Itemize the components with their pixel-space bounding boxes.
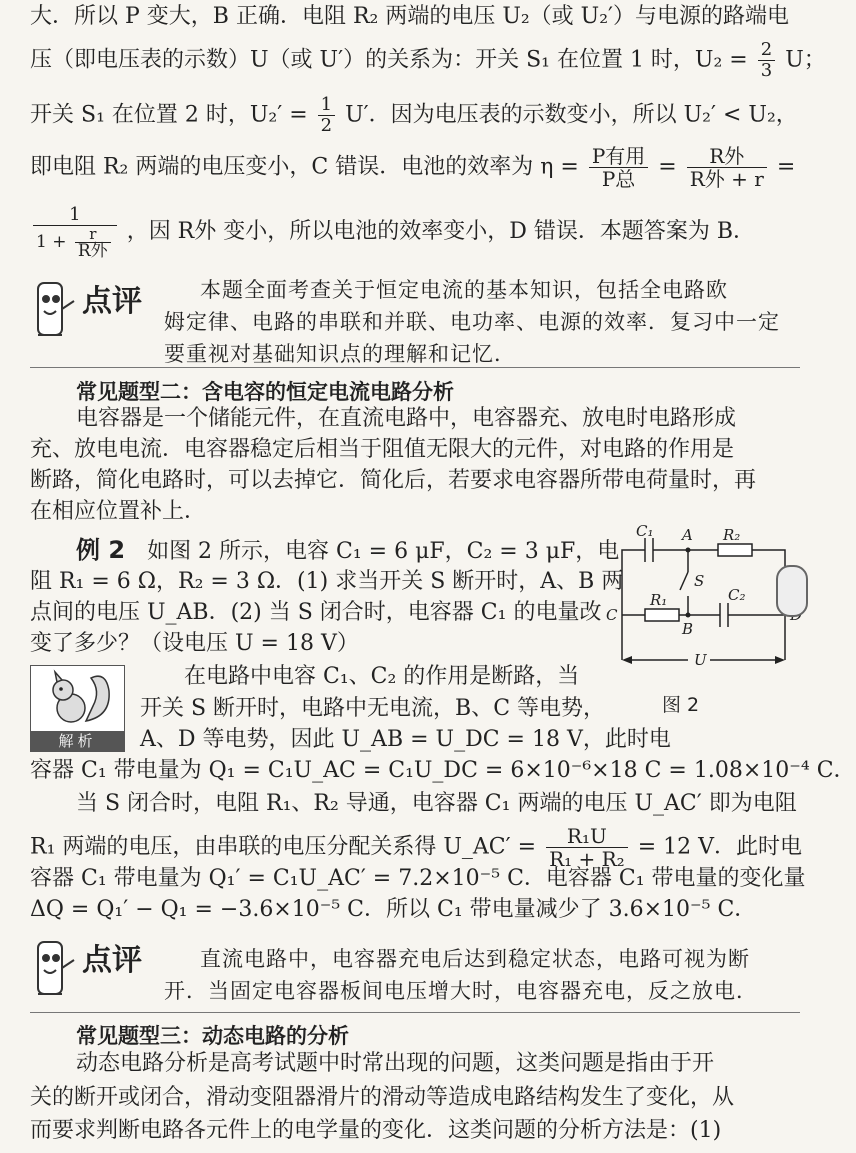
fraction <box>589 145 648 190</box>
text-line: 关的断开或闭合，滑动变阻器滑片的滑动等造成电路结构发生了变化，从 <box>30 1085 735 1110</box>
pencil-mascot-icon <box>30 275 160 347</box>
section-heading: 常见题型二：含电容的恒定电流电路分析 <box>76 380 454 404</box>
label-a: A <box>682 526 693 544</box>
numerator: 2 <box>758 40 775 61</box>
text-line: 动态电路分析是高考试题中时常出现的问题，这类问题是指由于开 <box>76 1051 715 1076</box>
denominator <box>33 226 117 259</box>
text-segment: 如图 2 所示，电容 C₁ = 6 μF，C₂ = 3 μF，电 <box>147 539 620 564</box>
text-line: 在电路中电容 C₁、C₂ 的作用是断路，当 <box>184 664 580 689</box>
numerator: r <box>75 226 111 243</box>
label-c1: C₁ <box>636 522 654 540</box>
text-line <box>30 145 795 190</box>
circuit-diagram <box>600 520 800 675</box>
text-segment: = 12 V．此时电 <box>637 834 802 860</box>
text-segment: 开关 S₁ 在位置 2 时，U₂′ = <box>30 102 308 128</box>
text-line: 开关 S 断开时，电路中无电流，B、C 等电势， <box>140 696 606 721</box>
comment-box <box>30 265 800 368</box>
comment-text: 本题全面考查关于恒定电流的基本知识，包括全电路欧 <box>200 278 728 302</box>
label-r1: R₁ <box>650 591 668 609</box>
denominator: R外 + r <box>689 167 764 191</box>
text-line: 当 S 闭合时，电阻 R₁、R₂ 导通，电容器 C₁ 两端的电压 U_AC′ 即为电阻 <box>76 791 797 816</box>
text-line: 阻 R₁ = 6 Ω，R₂ = 3 Ω．(1) 求当开关 S 断开时，A、B 两 <box>30 569 624 594</box>
label-c2: C₂ <box>728 586 746 604</box>
text-line: 电容器是一个储能元件，在直流电路中，电容器充、放电时电路形成 <box>76 406 737 431</box>
analysis-badge-label: 解析 <box>31 731 124 751</box>
numerator: 1 <box>318 95 335 116</box>
fraction <box>758 40 775 81</box>
squirrel-icon <box>31 666 124 730</box>
text-line: 变了多少？（设电压 U = 18 V） <box>30 631 359 656</box>
denominator: R外 <box>77 241 108 261</box>
denominator: R₁ + R₂ <box>549 847 625 871</box>
text-line <box>30 40 826 81</box>
label-r2: R₂ <box>723 526 741 544</box>
label-u: U <box>694 651 707 669</box>
comment-text: 姆定律、电路的串联和并联、电功率、电源的效率．复习中一定 <box>164 310 780 334</box>
text-line: 充、放电电流．电容器稳定后相当于阻值无限大的元件，对电路的作用是 <box>30 437 735 462</box>
section-heading: 常见题型三：动态电路的分析 <box>76 1024 349 1048</box>
comment-badge-char-1: 点评 <box>82 284 142 319</box>
numerator: R外 <box>687 145 767 168</box>
fraction <box>75 226 111 259</box>
text-line: A、D 等电势，因此 U_AB = U_DC = 18 V，此时电 <box>140 727 671 752</box>
comment-box <box>30 930 800 1013</box>
text-line: 容器 C₁ 带电量为 Q₁ = C₁U_AC = C₁U_DC = 6×10⁻⁶×18 C = 1.08×10⁻⁴ C． <box>30 758 856 783</box>
pencil-mascot-icon <box>30 934 160 1006</box>
text-line <box>30 95 798 136</box>
text-segment: U′．因为电压表的示数变小，所以 U₂′ < U₂， <box>345 102 798 128</box>
figure-caption: 图 2 <box>662 694 700 716</box>
text-segment: 压（即电压表的示数）U（或 U′）的关系为：开关 S₁ 在位置 1 时，U₂ = <box>30 47 748 73</box>
comment-text: 要重视对基础知识点的理解和记忆． <box>164 342 516 366</box>
numerator: R₁U <box>546 825 628 848</box>
text-line: 断路，简化电路时，可以去掉它．简化后，若要求电容器所带电荷量时，再 <box>30 468 757 493</box>
text-line: 而要求判断电路各元件上的电学量的变化．这类问题的分析方法是：(1) <box>30 1118 722 1143</box>
fraction <box>318 95 335 136</box>
example-label: 例 2 <box>76 536 126 564</box>
comment-text: 直流电路中，电容器充电后达到稳定状态，电路可视为断 <box>200 947 750 971</box>
text-segment: 1 + <box>36 232 67 252</box>
numerator: P有用 <box>589 145 648 168</box>
label-c: C <box>606 606 618 624</box>
text-segment: = <box>658 154 677 180</box>
comment-text: 开．当固定电容器板间电压增大时，电容器充电，反之放电． <box>164 979 758 1003</box>
comment-badge-char-1: 点评 <box>82 943 142 978</box>
text-line: 大．所以 P 变大，B 正确．电阻 R₂ 两端的电压 U₂（或 U₂′）与电源的路端电 <box>30 4 790 29</box>
denominator: 3 <box>760 60 773 81</box>
fraction <box>687 145 767 190</box>
text-line <box>76 535 619 567</box>
text-segment: R₁ 两端的电压，由串联的电压分配关系得 U_AC′ = <box>30 834 537 860</box>
numerator: 1 <box>33 205 117 226</box>
text-segment: ，因 R外 变小，所以电池的效率变小，D 错误．本题答案为 B． <box>126 219 756 244</box>
text-segment: U； <box>785 47 826 73</box>
text-line: 点间的电压 U_AB．(2) 当 S 闭合时，电容器 C₁ 的电量改 <box>30 600 602 625</box>
text-line: ΔQ = Q₁′ − Q₁ = −3.6×10⁻⁵ C．所以 C₁ 带电量减少了 3.6×10⁻⁵ C． <box>30 897 757 922</box>
continued-fraction <box>33 205 117 259</box>
text-line: 容器 C₁ 带电量为 Q₁′ = C₁U_AC′ = 7.2×10⁻⁵ C．电容器 C₁ 带电量的变化量 <box>30 866 806 891</box>
denominator: P总 <box>601 167 636 191</box>
text-segment: = <box>776 154 796 180</box>
denominator: 2 <box>320 115 333 136</box>
text-line: 在相应位置补上． <box>30 499 207 524</box>
label-s: S <box>694 572 705 590</box>
text-segment: 即电阻 R₂ 两端的电压变小，C 错误．电池的效率为 η = <box>30 154 579 180</box>
page-edge-tab <box>776 565 808 617</box>
label-b: B <box>682 620 694 638</box>
text-line <box>30 205 755 259</box>
analysis-badge <box>30 665 125 752</box>
